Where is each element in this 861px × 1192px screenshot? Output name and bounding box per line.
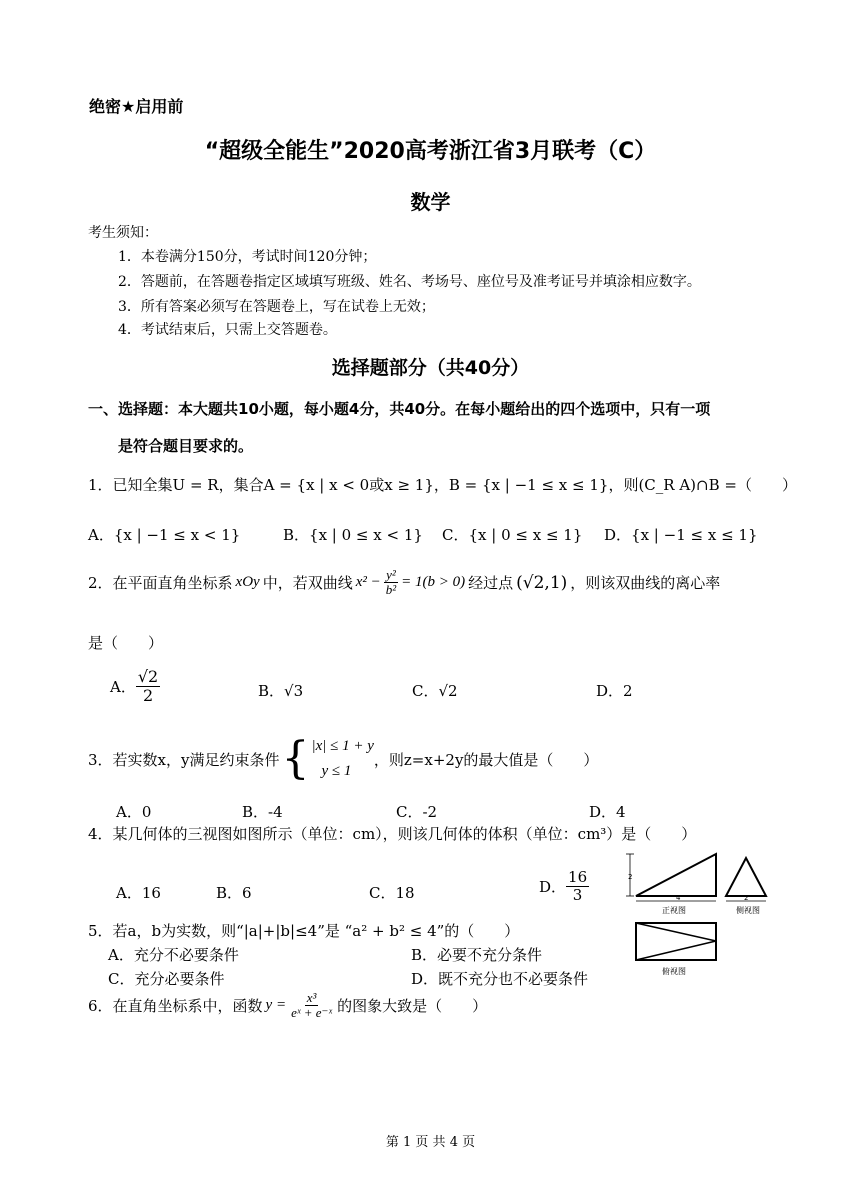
q4-option-c: C．18 — [369, 884, 415, 902]
q3-stem-a: 3．若实数x，y满足约束条件 — [88, 750, 280, 769]
q2-stem-line2: 是（ ） — [88, 634, 164, 652]
q1-option-d: D．{x | −1 ≤ x ≤ 1} — [604, 526, 758, 544]
top-view-rect — [636, 923, 716, 960]
page-footer: 第 1 页 共 4 页 — [385, 1135, 476, 1150]
front-view-label: 正视图 — [662, 906, 686, 915]
q2-eq-num: y² — [386, 567, 396, 582]
top-view-line-1 — [636, 923, 716, 941]
top-view-line-2 — [636, 941, 716, 960]
q4-option-d-label: D． — [539, 877, 567, 896]
q4-option-d-den: 3 — [572, 885, 583, 904]
q5-option-a: A．充分不必要条件 — [108, 946, 239, 964]
q3-option-c: C．-2 — [396, 803, 438, 821]
q6-fraction — [289, 991, 334, 1021]
front-view-shape — [636, 854, 716, 896]
q2-option-a-num: √2 — [137, 667, 159, 686]
section-instruction-2: 是符合题目要求的。 — [118, 437, 254, 455]
q5-stem: 5．若a，b为实数，则“|a|+|b|≤4”是 “a² + b² ≤ 4”的（ ） — [88, 922, 520, 940]
q2-stem-b: 中，若双曲线 — [262, 574, 353, 593]
q6-den: eˣ + e⁻ˣ — [291, 1005, 333, 1021]
q1-option-c: C．{x | 0 ≤ x ≤ 1} — [442, 526, 583, 544]
section-title: 选择题部分（共40分） — [331, 357, 530, 379]
q4-option-d-fraction — [566, 869, 589, 903]
q3-brace: { — [281, 733, 310, 784]
q5-option-c: C．充分必要条件 — [108, 970, 225, 988]
q6-stem-a: 6．在直角坐标系中，函数 — [88, 997, 263, 1016]
q3-option-a: A．0 — [116, 803, 152, 821]
q3-cond-1: |x| ≤ 1 + y — [311, 738, 374, 754]
notice-item-2: 2．答题前，在答题卷指定区域填写班级、姓名、考场号、座位号及准考证号并填涂相应数字。 — [118, 274, 701, 290]
side-view-shape — [726, 858, 766, 896]
exam-title: “超级全能生”2020高考浙江省3月联考（C） — [204, 139, 657, 164]
q2-option-b: B．√3 — [258, 682, 304, 700]
notice-heading: 考生须知： — [88, 225, 158, 241]
q2-point: (√2,1) — [516, 572, 568, 593]
q2-stem-c: 经过点 — [468, 574, 514, 593]
q6-stem-b: 的图象大致是（ ） — [337, 997, 488, 1016]
side-view-label: 侧视图 — [736, 906, 760, 915]
section-instruction-1: 一、选择题：本大题共10小题，每小题4分，共40分。在每小题给出的四个选项中，只有一项 — [88, 400, 711, 418]
q1-stem: 1．已知全集U = R，集合A = {x | x < 0或x ≥ 1}，B = {x | −1 ≤ x ≤ 1}，则(C_R A)∩B =（ ） — [88, 476, 797, 494]
subject-title: 数学 — [410, 190, 451, 214]
q1-option-a: A．{x | −1 ≤ x < 1} — [88, 526, 241, 544]
q3-option-b: B．-4 — [242, 803, 283, 821]
notice-item-4: 4．考试结束后，只需上交答题卷。 — [118, 322, 337, 338]
q2-eq-fraction — [384, 568, 398, 598]
q5-option-b: B．必要不充分条件 — [411, 946, 543, 964]
q2-var: xOy — [235, 574, 260, 591]
q3-stem — [88, 734, 598, 784]
q4-option-d-num: 16 — [568, 868, 588, 886]
q2-eq-tail: = 1(b > 0) — [401, 574, 466, 591]
q3-cond-2: y ≤ 1 — [321, 763, 352, 779]
side-view-width-label: 2 — [744, 894, 749, 902]
q6-num: x³ — [306, 990, 317, 1005]
q3-option-d: D．4 — [589, 803, 626, 821]
front-view-width-label: 4 — [676, 894, 681, 902]
top-view-label: 俯视图 — [662, 967, 686, 976]
q4-option-a: A．16 — [116, 884, 161, 902]
q2-option-a-den: 2 — [142, 685, 154, 705]
q6-stem — [88, 991, 487, 1021]
notice-item-1: 1．本卷满分150分，考试时间120分钟； — [118, 249, 377, 265]
three-view-figure — [624, 850, 770, 980]
q2-option-a-fraction — [136, 668, 160, 704]
q2-stem-a: 2．在平面直角坐标系 — [88, 574, 233, 593]
q2-stem — [88, 568, 720, 598]
q3-conditions — [311, 734, 373, 784]
q2-eq-den: b² — [385, 582, 397, 598]
q2-eq-lead: x² − — [355, 574, 381, 591]
q2-option-a — [110, 668, 160, 704]
q3-stem-b: ，则z=x+2y的最大值是（ ） — [373, 750, 599, 769]
front-view-height-label: 2 — [628, 873, 633, 881]
q2-option-d: D．2 — [596, 682, 633, 700]
q6-lhs: y = — [265, 997, 287, 1014]
q4-option-b: B．6 — [216, 884, 252, 902]
q2-stem-d: ，则该双曲线的离心率 — [570, 574, 721, 593]
q2-option-a-label: A． — [110, 677, 136, 696]
q2-option-c: C．√2 — [412, 682, 458, 700]
secret-label: 绝密★启用前 — [89, 97, 184, 116]
q4-stem: 4．某几何体的三视图如图所示（单位：cm），则该几何体的体积（单位：cm³）是（ ） — [88, 825, 697, 843]
q1-option-b: B．{x | 0 ≤ x < 1} — [283, 526, 423, 544]
q4-option-d — [539, 869, 589, 903]
notice-item-3: 3．所有答案必须写在答题卷上，写在试卷上无效； — [118, 299, 435, 315]
q5-option-d: D．既不充分也不必要条件 — [411, 970, 589, 988]
